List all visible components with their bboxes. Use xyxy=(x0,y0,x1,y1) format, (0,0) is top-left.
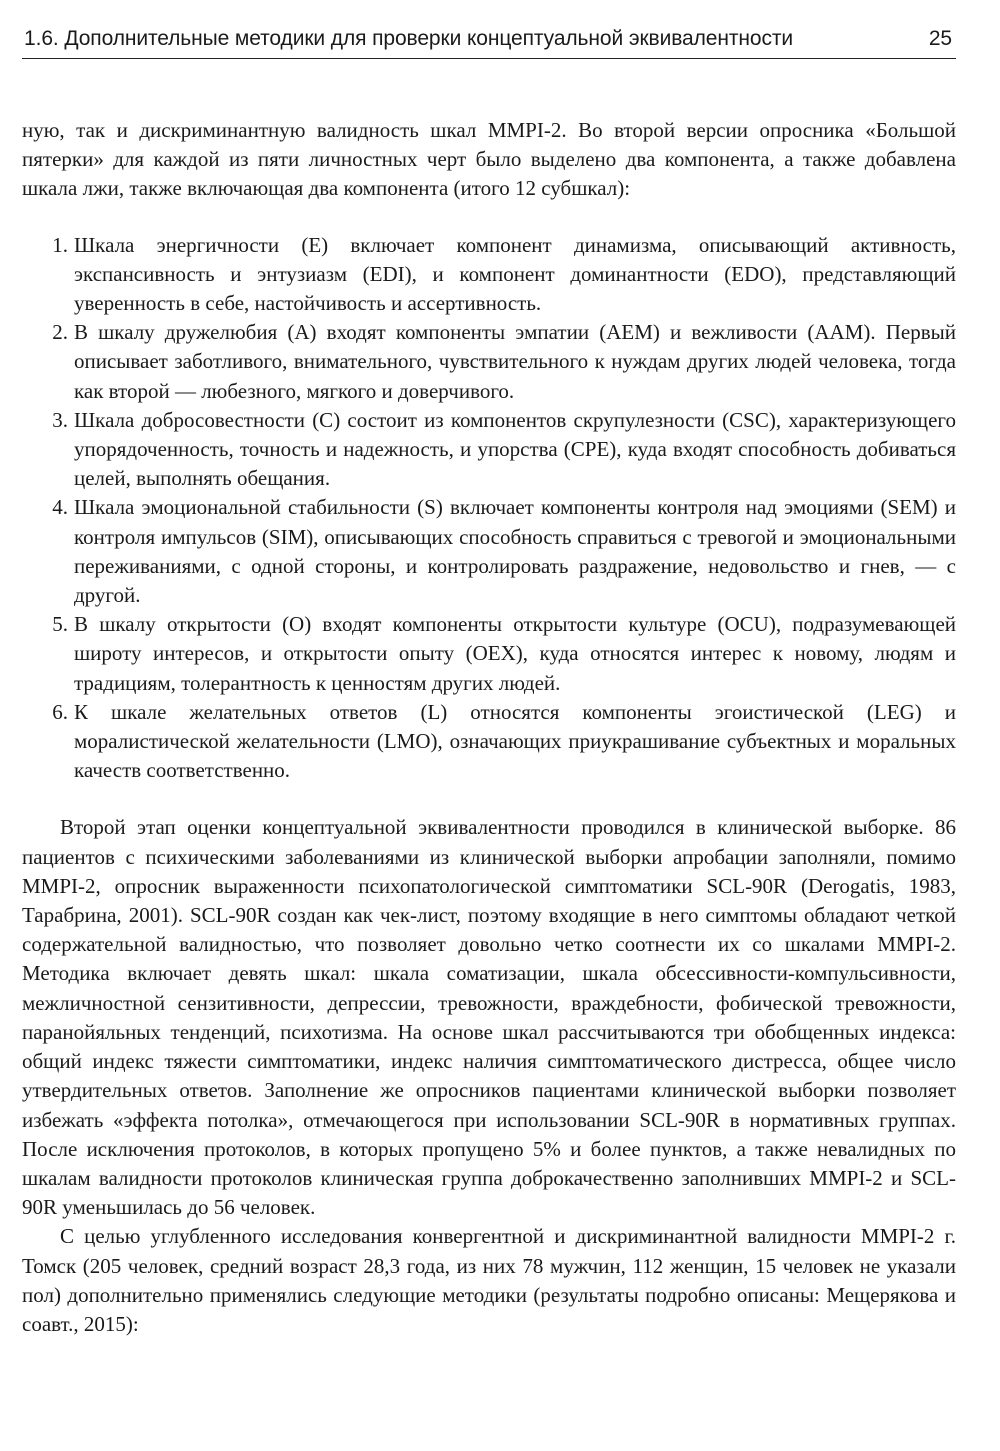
list-item-number: 2. xyxy=(52,320,68,345)
list-item-number: 4. xyxy=(52,495,68,520)
list-item-text: В шкалу открытости (O) входят компоненты открытости культуре (OCU), подразумевающей широту интересов, и открытости опыту (OEX), куда относятся интерес к новому, людям и традициям, толерантность к ценностям других людей. xyxy=(74,612,956,695)
list-item-number: 6. xyxy=(52,699,68,724)
list-item-text: В шкалу дружелюбия (A) входят компоненты эмпатии (AEM) и вежливости (AAM). Первый описывает заботливого, внимательного, чувствительного к нуждам других людей человека, тогда как второй — любезного, мягкого и доверчивого. xyxy=(74,320,956,403)
list-item-text: К шкале желательных ответов (L) относятся компоненты эгоистической (LEG) и моралистической желательности (LMO), означающих приукрашивание субъектных и моральных качеств соответственно. xyxy=(74,699,956,783)
subscale-list xyxy=(22,231,956,786)
list-item-number: 5. xyxy=(52,612,68,637)
list-item-text: Шкала эмоциональной стабильности (S) включает компоненты контроля над эмоциями (SEM) и контроля импульсов (SIM), описывающих способность справиться с тревогой и эмоциональными переживаниями, с одной стороны, и контролировать раздражение, недовольство и гнев, — с другой. xyxy=(74,495,956,608)
running-header xyxy=(22,24,956,54)
section-title: 1.6. Дополнительные методики для проверки концептуальной эквивалентности xyxy=(24,27,794,50)
paragraph-tomsk-study: С целью углубленного исследования конвергентной и дискриминантной валидности MMPI-2 г. Томск (205 человек, средний возраст 28,3 года, из них 78 мужчин, 112 женщин, 15 человек не указали пол) дополнительно применялись следующие методики (результаты подробно описаны: Мещерякова и соавт., 2015): xyxy=(22,1224,956,1336)
paragraph-clinical-sample: Второй этап оценки концептуальной эквивалентности проводился в клинической выборке. 86 пациентов с психическими заболеваниями из клинической выборки апробации заполняли, помимо MMPI-2, опросник выраженности психопатологической симптоматики SCL-90R (Derogatis, 1983, Тарабрина, 2001). SCL-90R создан как чек-лист, поэтому входящие в него симптомы обладают четкой содержательной валидностью, что позволяет довольно четко соотнести их со шкалами MMPI-2. Методика включает девять шкал: шкала соматизации, шкала обсессивности-компульсивности, межличностной сензитивности, депрессии, тревожности, враждебности, фобической тревожности, паранойяльных тенденций, психотизма. На основе шкал рассчитываются три обобщенных индекса: общий индекс тяжести симптоматики, индекс наличия симптоматического дистресса, общее число утвердительных ответов. Заполнение же опросников пациентами клинической выборки позволяет избежать «эффекта потолка», отмечающегося при использовании SCL-90R в нормативных группах. После исключения протоколов, в которых пропущено 5% и более пунктов, а также невалидных по шкалам валидности протоколов клиническая группа доброкачественно заполнивших MMPI-2 и SCL-90R уменьшилась до 56 человек. xyxy=(22,815,956,1220)
list-item xyxy=(22,493,956,610)
list-item xyxy=(22,318,956,406)
list-item-number: 1. xyxy=(52,232,68,257)
list-item xyxy=(22,698,956,786)
page-number: 25 xyxy=(928,27,952,50)
body-text xyxy=(22,116,956,1339)
list-item-number: 3. xyxy=(52,407,68,432)
intro-paragraph: ную, так и дискриминантную валидность шкал MMPI-2. Во второй версии опросника «Большой пятерки» для каждой из пяти личностных черт было выделено два компонента, а также добавлена шкала лжи, также включающая два компонента (итого 12 субшкал): xyxy=(22,118,956,201)
list-item xyxy=(22,610,956,698)
header-rule xyxy=(22,58,956,59)
list-item xyxy=(22,406,956,494)
list-item-text: Шкала добросовестности (C) состоит из компонентов скрупулезности (CSC), характеризующего упорядоченность, точность и надежность, и упорства (CPE), куда входят способность добиваться целей, выполнять обещания. xyxy=(74,407,956,491)
list-item xyxy=(22,231,956,319)
list-item-text: Шкала энергичности (E) включает компонент динамизма, описывающий активность, экспансивность и энтузиазм (EDI), и компонент доминантности (EDO), представляющий уверенность в себе, настойчивость и ассертивность. xyxy=(74,232,956,316)
